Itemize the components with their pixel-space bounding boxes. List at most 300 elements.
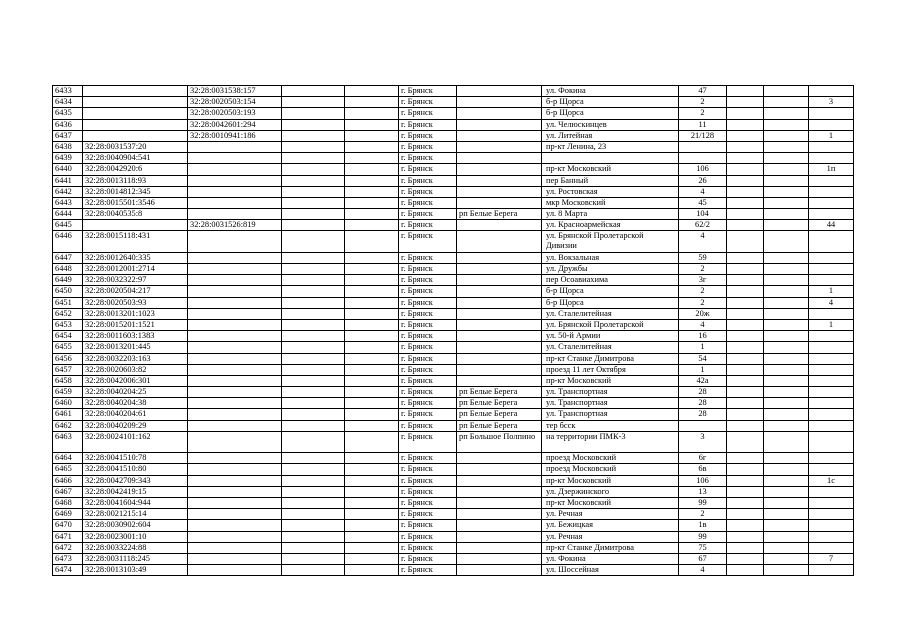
city-cell: г. Брянск <box>399 453 457 464</box>
row-number-cell: 6452 <box>53 308 83 319</box>
table-row <box>53 264 854 275</box>
building-cadastral-cell <box>188 453 282 464</box>
city-cell: г. Брянск <box>399 553 457 564</box>
cadastral-number-cell: 32:28:0015201:1521 <box>83 319 188 330</box>
row-number-cell: 6460 <box>53 398 83 409</box>
settlement-cell <box>457 531 542 542</box>
house-number-cell: 13 <box>679 486 727 497</box>
cadastral-number-cell: 32:28:0023001:10 <box>83 531 188 542</box>
cadastral-number-cell <box>83 108 188 119</box>
settlement-cell: рп Белые Берега <box>457 409 542 420</box>
building-cadastral-cell <box>188 531 282 542</box>
premise-number-cell <box>809 520 854 531</box>
row-number-cell: 6455 <box>53 342 83 353</box>
empty-cell-d <box>764 209 809 220</box>
table-row <box>53 186 854 197</box>
empty-cell-d <box>764 186 809 197</box>
table-row <box>53 275 854 286</box>
settlement-cell <box>457 86 542 97</box>
empty-cell-a <box>282 398 345 409</box>
row-number-cell: 6434 <box>53 97 83 108</box>
premise-number-cell <box>809 231 854 252</box>
empty-cell-c <box>727 186 764 197</box>
street-cell: ул. Шоссейная <box>542 565 679 576</box>
house-number-cell: 26 <box>679 175 727 186</box>
building-cadastral-cell <box>188 398 282 409</box>
premise-number-cell <box>809 565 854 576</box>
city-cell: г. Брянск <box>399 387 457 398</box>
premise-number-cell <box>809 308 854 319</box>
building-cadastral-cell <box>188 520 282 531</box>
row-number-cell: 6465 <box>53 464 83 475</box>
row-number-cell: 6447 <box>53 252 83 263</box>
empty-cell-d <box>764 509 809 520</box>
settlement-cell <box>457 119 542 130</box>
house-number-cell: 47 <box>679 86 727 97</box>
empty-cell-c <box>727 175 764 186</box>
table-row <box>53 141 854 152</box>
table-row <box>53 319 854 330</box>
row-number-cell: 6464 <box>53 453 83 464</box>
premise-number-cell: 1с <box>809 475 854 486</box>
empty-cell-d <box>764 342 809 353</box>
empty-cell-a <box>282 308 345 319</box>
table-row <box>53 342 854 353</box>
premise-number-cell <box>809 497 854 508</box>
settlement-cell: рп Белые Берега <box>457 398 542 409</box>
settlement-cell <box>457 175 542 186</box>
empty-cell-c <box>727 497 764 508</box>
empty-cell-b <box>345 420 399 431</box>
house-number-cell <box>679 141 727 152</box>
empty-cell-a <box>282 86 345 97</box>
row-number-cell: 6474 <box>53 565 83 576</box>
cadastral-number-cell: 32:28:0030902:604 <box>83 520 188 531</box>
empty-cell-a <box>282 353 345 364</box>
house-number-cell: 2 <box>679 286 727 297</box>
building-cadastral-cell <box>188 331 282 342</box>
empty-cell-a <box>282 520 345 531</box>
empty-cell-d <box>764 252 809 263</box>
empty-cell-b <box>345 319 399 330</box>
settlement-cell: рп Большое Полпино <box>457 431 542 452</box>
table-body <box>53 86 854 576</box>
cadastral-number-cell: 32:28:0020603:82 <box>83 364 188 375</box>
cadastral-number-cell: 32:28:0040204:25 <box>83 387 188 398</box>
empty-cell-d <box>764 308 809 319</box>
row-number-cell: 6440 <box>53 164 83 175</box>
settlement-cell <box>457 509 542 520</box>
empty-cell-d <box>764 86 809 97</box>
empty-cell-d <box>764 453 809 464</box>
row-number-cell: 6467 <box>53 486 83 497</box>
empty-cell-b <box>345 97 399 108</box>
empty-cell-d <box>764 364 809 375</box>
settlement-cell <box>457 497 542 508</box>
empty-cell-b <box>345 220 399 231</box>
street-cell: пр-кт Ленина, 23 <box>542 141 679 152</box>
empty-cell-d <box>764 431 809 452</box>
row-number-cell: 6468 <box>53 497 83 508</box>
settlement-cell: рп Белые Берега <box>457 420 542 431</box>
table-row <box>53 565 854 576</box>
empty-cell-c <box>727 286 764 297</box>
settlement-cell <box>457 252 542 263</box>
row-number-cell: 6470 <box>53 520 83 531</box>
building-cadastral-cell <box>188 509 282 520</box>
premise-number-cell <box>809 364 854 375</box>
table-row <box>53 297 854 308</box>
street-cell: пр-кт Станке Димитрова <box>542 542 679 553</box>
empty-cell-a <box>282 186 345 197</box>
table-row <box>53 398 854 409</box>
house-number-cell: 2 <box>679 509 727 520</box>
empty-cell-b <box>345 275 399 286</box>
empty-cell-b <box>345 297 399 308</box>
table-row <box>53 286 854 297</box>
table-row <box>53 153 854 164</box>
table-row <box>53 387 854 398</box>
cadastral-number-cell: 32:28:0013103:49 <box>83 565 188 576</box>
house-number-cell: 62/2 <box>679 220 727 231</box>
building-cadastral-cell: 32:28:0010941:186 <box>188 130 282 141</box>
cadastral-number-cell <box>83 220 188 231</box>
table-row <box>53 509 854 520</box>
settlement-cell <box>457 97 542 108</box>
settlement-cell <box>457 141 542 152</box>
empty-cell-d <box>764 353 809 364</box>
settlement-cell <box>457 319 542 330</box>
cadastral-number-cell: 32:28:0042709:343 <box>83 475 188 486</box>
table-row <box>53 464 854 475</box>
city-cell: г. Брянск <box>399 141 457 152</box>
house-number-cell: 1 <box>679 364 727 375</box>
premise-number-cell <box>809 398 854 409</box>
empty-cell-a <box>282 97 345 108</box>
empty-cell-d <box>764 497 809 508</box>
premise-number-cell <box>809 409 854 420</box>
table-row <box>53 97 854 108</box>
building-cadastral-cell <box>188 353 282 364</box>
empty-cell-c <box>727 342 764 353</box>
building-cadastral-cell: 32:28:0031538:157 <box>188 86 282 97</box>
empty-cell-b <box>345 164 399 175</box>
settlement-cell <box>457 475 542 486</box>
row-number-cell: 6463 <box>53 431 83 452</box>
building-cadastral-cell <box>188 464 282 475</box>
settlement-cell <box>457 375 542 386</box>
premise-number-cell <box>809 119 854 130</box>
row-number-cell: 6459 <box>53 387 83 398</box>
empty-cell-c <box>727 231 764 252</box>
city-cell: г. Брянск <box>399 375 457 386</box>
empty-cell-c <box>727 220 764 231</box>
empty-cell-c <box>727 520 764 531</box>
building-cadastral-cell <box>188 497 282 508</box>
city-cell: г. Брянск <box>399 520 457 531</box>
house-number-cell: 6г <box>679 453 727 464</box>
empty-cell-b <box>345 531 399 542</box>
premise-number-cell <box>809 153 854 164</box>
empty-cell-a <box>282 209 345 220</box>
empty-cell-c <box>727 375 764 386</box>
row-number-cell: 6444 <box>53 209 83 220</box>
empty-cell-a <box>282 342 345 353</box>
empty-cell-a <box>282 497 345 508</box>
row-number-cell: 6450 <box>53 286 83 297</box>
cadastral-number-cell: 32:28:0031537:20 <box>83 141 188 152</box>
building-cadastral-cell <box>188 231 282 252</box>
empty-cell-d <box>764 108 809 119</box>
empty-cell-b <box>345 286 399 297</box>
city-cell: г. Брянск <box>399 342 457 353</box>
empty-cell-d <box>764 197 809 208</box>
empty-cell-d <box>764 97 809 108</box>
house-number-cell: 4 <box>679 319 727 330</box>
premise-number-cell: 3 <box>809 97 854 108</box>
premise-number-cell <box>809 375 854 386</box>
row-number-cell: 6441 <box>53 175 83 186</box>
cadastral-number-cell: 32:28:0033224:88 <box>83 542 188 553</box>
premise-number-cell <box>809 464 854 475</box>
table-row <box>53 520 854 531</box>
street-cell: ул. Литейная <box>542 130 679 141</box>
empty-cell-a <box>282 364 345 375</box>
building-cadastral-cell <box>188 297 282 308</box>
cadastral-number-cell: 32:28:0020504:217 <box>83 286 188 297</box>
street-cell: тер бсск <box>542 420 679 431</box>
cadastral-number-cell <box>83 97 188 108</box>
settlement-cell <box>457 264 542 275</box>
settlement-cell <box>457 542 542 553</box>
table-row <box>53 486 854 497</box>
empty-cell-a <box>282 486 345 497</box>
empty-cell-c <box>727 464 764 475</box>
empty-cell-b <box>345 130 399 141</box>
empty-cell-c <box>727 565 764 576</box>
cadastral-number-cell: 32:28:0032322:97 <box>83 275 188 286</box>
building-cadastral-cell <box>188 153 282 164</box>
street-cell: проезд 11 лет Октября <box>542 364 679 375</box>
street-cell: ул. Брянской Пролетарской <box>542 319 679 330</box>
building-cadastral-cell: 32:28:0042601:294 <box>188 119 282 130</box>
empty-cell-d <box>764 387 809 398</box>
empty-cell-a <box>282 275 345 286</box>
settlement-cell <box>457 153 542 164</box>
empty-cell-d <box>764 286 809 297</box>
empty-cell-a <box>282 286 345 297</box>
building-cadastral-cell: 32:28:0031526:819 <box>188 220 282 231</box>
empty-cell-a <box>282 130 345 141</box>
cadastral-number-cell: 32:28:0012001:2714 <box>83 264 188 275</box>
empty-cell-a <box>282 231 345 252</box>
city-cell: г. Брянск <box>399 420 457 431</box>
building-cadastral-cell <box>188 141 282 152</box>
settlement-cell <box>457 130 542 141</box>
house-number-cell: 2 <box>679 297 727 308</box>
premise-number-cell <box>809 175 854 186</box>
table-row <box>53 164 854 175</box>
empty-cell-b <box>345 86 399 97</box>
house-number-cell: 54 <box>679 353 727 364</box>
empty-cell-d <box>764 275 809 286</box>
city-cell: г. Брянск <box>399 97 457 108</box>
settlement-cell: рп Белые Берега <box>457 387 542 398</box>
empty-cell-d <box>764 153 809 164</box>
street-cell: пр-кт Московский <box>542 497 679 508</box>
settlement-cell <box>457 364 542 375</box>
empty-cell-d <box>764 297 809 308</box>
premise-number-cell: 1 <box>809 286 854 297</box>
empty-cell-b <box>345 186 399 197</box>
table-row <box>53 331 854 342</box>
cadastral-number-cell: 32:28:0041510:80 <box>83 464 188 475</box>
city-cell: г. Брянск <box>399 531 457 542</box>
table-row <box>53 209 854 220</box>
cadastral-number-cell: 32:28:0012640:335 <box>83 252 188 263</box>
row-number-cell: 6443 <box>53 197 83 208</box>
table-row <box>53 231 854 252</box>
cadastral-number-cell: 32:28:0020503:93 <box>83 297 188 308</box>
empty-cell-d <box>764 398 809 409</box>
settlement-cell <box>457 197 542 208</box>
cadastral-number-cell: 32:28:0015501:3546 <box>83 197 188 208</box>
building-cadastral-cell <box>188 565 282 576</box>
street-cell: ул. Вокзальная <box>542 252 679 263</box>
building-cadastral-cell <box>188 475 282 486</box>
empty-cell-a <box>282 297 345 308</box>
row-number-cell: 6458 <box>53 375 83 386</box>
street-cell: ул. 8 Марта <box>542 209 679 220</box>
premise-number-cell <box>809 197 854 208</box>
street-cell: ул. Дзержинского <box>542 486 679 497</box>
row-number-cell: 6439 <box>53 153 83 164</box>
cadastral-number-cell: 32:28:0042419:15 <box>83 486 188 497</box>
cadastral-number-cell: 32:28:0013201:1023 <box>83 308 188 319</box>
row-number-cell: 6449 <box>53 275 83 286</box>
row-number-cell: 6446 <box>53 231 83 252</box>
table-row <box>53 86 854 97</box>
house-number-cell: 28 <box>679 409 727 420</box>
row-number-cell: 6461 <box>53 409 83 420</box>
empty-cell-d <box>764 565 809 576</box>
premise-number-cell: 1 <box>809 130 854 141</box>
building-cadastral-cell <box>188 553 282 564</box>
house-number-cell: 104 <box>679 209 727 220</box>
table-row <box>53 175 854 186</box>
street-cell: проезд Московский <box>542 464 679 475</box>
empty-cell-c <box>727 130 764 141</box>
building-cadastral-cell <box>188 342 282 353</box>
cadastral-number-cell <box>83 119 188 130</box>
cadastral-number-cell: 32:28:0021215:14 <box>83 509 188 520</box>
empty-cell-a <box>282 319 345 330</box>
house-number-cell <box>679 153 727 164</box>
street-cell: на территории ПМК-3 <box>542 431 679 452</box>
building-cadastral-cell: 32:28:0020503:193 <box>188 108 282 119</box>
cadastral-number-cell: 32:28:0040535:8 <box>83 209 188 220</box>
city-cell: г. Брянск <box>399 319 457 330</box>
empty-cell-d <box>764 130 809 141</box>
street-cell: ул. Красноармейская <box>542 220 679 231</box>
empty-cell-c <box>727 308 764 319</box>
table-row <box>53 475 854 486</box>
cadastral-number-cell: 32:28:0041604:944 <box>83 497 188 508</box>
row-number-cell: 6456 <box>53 353 83 364</box>
city-cell: г. Брянск <box>399 186 457 197</box>
empty-cell-d <box>764 420 809 431</box>
row-number-cell: 6472 <box>53 542 83 553</box>
city-cell: г. Брянск <box>399 231 457 252</box>
empty-cell-d <box>764 375 809 386</box>
empty-cell-c <box>727 409 764 420</box>
table-row <box>53 409 854 420</box>
premise-number-cell <box>809 431 854 452</box>
city-cell: г. Брянск <box>399 130 457 141</box>
empty-cell-c <box>727 453 764 464</box>
street-cell: ул. Транспортная <box>542 387 679 398</box>
table-row <box>53 308 854 319</box>
empty-cell-b <box>345 453 399 464</box>
street-cell: ул. Транспортная <box>542 398 679 409</box>
house-number-cell: 1в <box>679 520 727 531</box>
empty-cell-c <box>727 398 764 409</box>
city-cell: г. Брянск <box>399 509 457 520</box>
house-number-cell: 28 <box>679 398 727 409</box>
table-row <box>53 553 854 564</box>
empty-cell-a <box>282 542 345 553</box>
empty-cell-c <box>727 509 764 520</box>
street-cell: мкр Московский <box>542 197 679 208</box>
house-number-cell: 21/128 <box>679 130 727 141</box>
street-cell: ул. Сталелитейная <box>542 342 679 353</box>
empty-cell-a <box>282 175 345 186</box>
building-cadastral-cell <box>188 164 282 175</box>
street-cell: ул. Дружбы <box>542 264 679 275</box>
city-cell: г. Брянск <box>399 108 457 119</box>
building-cadastral-cell <box>188 286 282 297</box>
empty-cell-c <box>727 319 764 330</box>
empty-cell-c <box>727 486 764 497</box>
building-cadastral-cell <box>188 197 282 208</box>
empty-cell-b <box>345 431 399 452</box>
settlement-cell <box>457 275 542 286</box>
empty-cell-c <box>727 331 764 342</box>
empty-cell-a <box>282 565 345 576</box>
premise-number-cell <box>809 186 854 197</box>
premise-number-cell <box>809 86 854 97</box>
house-number-cell: 1 <box>679 342 727 353</box>
cadastral-number-cell: 32:28:0042006:301 <box>83 375 188 386</box>
row-number-cell: 6435 <box>53 108 83 119</box>
row-number-cell: 6453 <box>53 319 83 330</box>
empty-cell-d <box>764 119 809 130</box>
empty-cell-b <box>345 364 399 375</box>
premise-number-cell <box>809 264 854 275</box>
city-cell: г. Брянск <box>399 197 457 208</box>
house-number-cell: 2 <box>679 264 727 275</box>
empty-cell-c <box>727 164 764 175</box>
cadastral-number-cell <box>83 130 188 141</box>
table-row <box>53 531 854 542</box>
row-number-cell: 6438 <box>53 141 83 152</box>
house-number-cell: 67 <box>679 553 727 564</box>
building-cadastral-cell <box>188 375 282 386</box>
empty-cell-b <box>345 553 399 564</box>
empty-cell-b <box>345 175 399 186</box>
street-cell: ул. Сталелитейная <box>542 308 679 319</box>
cadastral-number-cell <box>83 86 188 97</box>
